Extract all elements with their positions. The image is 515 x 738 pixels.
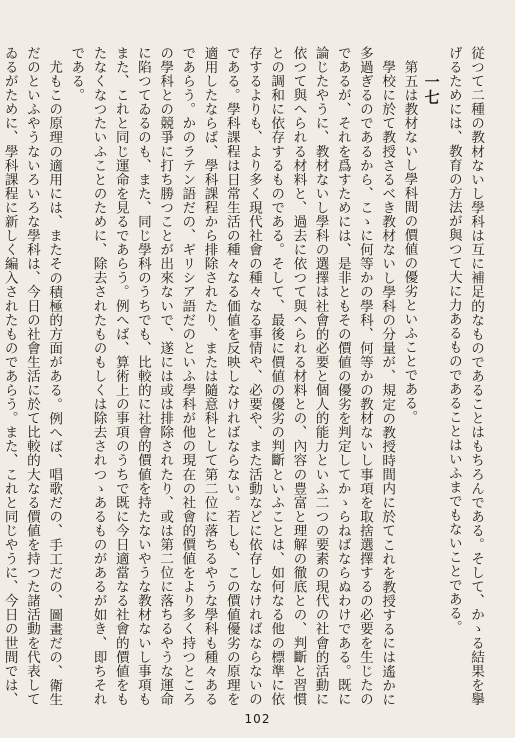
section-heading: 第五は教材ないし學科間の價値の優劣といふことである。 [401, 59, 418, 424]
paragraph-3: 尤もこの原理の適用には、またその積極的方面がある。例へば、唱歌だの、手工だの、圖畫だの、衛生だのといふやうないろいろな學科は、今日の社會生活に於て比較的大なる價値を持つた諸活動を代表してゐるがために、學科課程に新しく編入されたものであらう。また、これと同じやうに、今日の世間では、 [1, 46, 63, 706]
paragraph-1: 従つて二種の教材ないし學科は互に補足的なものであることはもちろんである。そして、かゝる結果を擧げるためには、教育の方法が與つて大に力あるものであることはいふまでもないことである。 [445, 46, 484, 706]
paragraph-2: 學校に於て教授さるべき教材ないし學科の分量が、規定の教授時間内に於てこれを教授するには遙かに多過ぎるのであるから、こゝに何等かの學科、何等かの教材ないし事項を取捨選擇するの必要を生じたのであるが、それを爲すためには、是非ともその價値の優劣を判定してかゝらねばならぬわけである。既に論じたやうに、教材ないし學科の選擇は社會的必要と個人的能力といふ二つの要素の現代の社會的活動に依つて與へられる材料と、過去に依つて與へられる材料との、內容の豊富と理解の徹底との、判斷と習慣との調和に依存するものである。そして、最後に價値の優劣の判斷といふことは、如何なる他の標準に依存するよりも、より多く現代社會の種々なる事情や、必要や、また活動などに依存しなければならないのである。學科課程は日常生活の種々なる価値を反映しなければならない。若しも、この價値優劣の原理を適用したならば、學科課程から排除されたり、または隨意科として第二位に落ちるやうな學科も種々あるであらう。かのラテン語だの、ギリシア語だのといふ學科が他の現在の社會的價値をより多く持つところの學科との競爭に打ち勝つことが出來ないで、遂には或は排除されたり、或は第二位に落ちるやうな運命に陷つてゐるのも、また、同じ學科のうちでも、比較的に社會的價値を持たないやうな教材ないし事項もまた、これと同じ運命を見るであらう。例へば、算術上の事項のうちで既に今日適當なる社會的價値をもたなくなつたいふことのために、除去されたものもしくは除去されつゝあるものがあるが如き、即ちそれである。 [68, 46, 396, 706]
section-number: 一七 [422, 74, 441, 105]
page-number: 102 [244, 712, 271, 726]
vertical-text-block [1, 46, 487, 706]
